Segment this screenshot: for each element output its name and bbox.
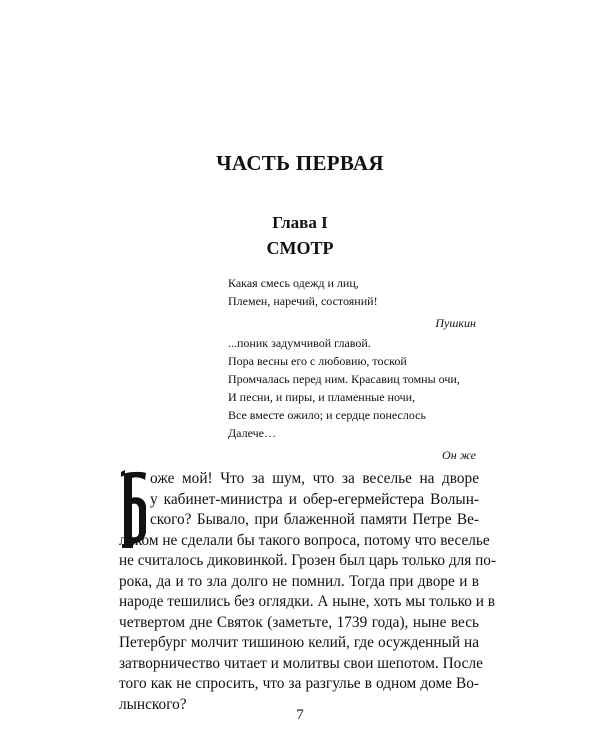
text-line: того как не спросить, что за разгулье в одном доме Во- xyxy=(119,675,479,692)
part-title: ЧАСТЬ ПЕРВАЯ xyxy=(216,151,384,175)
epigraph-1 xyxy=(228,274,476,332)
text-line: Петербург молчит тишиною келий, где осужденный на xyxy=(119,634,479,651)
epigraph-line: Далече… xyxy=(228,426,276,440)
chapter-title: СМОТР xyxy=(266,238,334,258)
chapter-number: Глава I xyxy=(272,213,328,232)
epigraph-author: Он же xyxy=(442,448,476,462)
text-line: ликом не сделали бы такого вопроса, потому что веселье xyxy=(119,531,490,549)
text-line: ского? Бывало, при блаженной памяти Петре Ве- xyxy=(150,511,479,528)
text-line: оже мой! Что за шум, что за веселье на дворе xyxy=(150,470,479,487)
text-line: народе тешились без оглядки. А ныне, хоть мы только и в xyxy=(119,593,496,610)
epigraph-author: Пушкин xyxy=(435,316,476,330)
page-number: 7 xyxy=(296,707,304,723)
epigraph-2 xyxy=(228,334,476,464)
text-line: рока, да и то зла долго не помнил. Тогда при дворе и в xyxy=(119,572,479,590)
text-line: лынского? xyxy=(119,695,187,713)
epigraph-line: Все вместе ожило; и сердце понеслось xyxy=(228,408,426,422)
epigraph-line: Промчалась перед ним. Красавиц томны очи, xyxy=(228,372,460,386)
text-line: четвертом дне Святок (заметьте, 1739 года), ныне весь xyxy=(119,613,479,631)
epigraph-line: И песни, и пиры, и пламенные ночи, xyxy=(228,390,416,404)
body-paragraph xyxy=(119,469,497,715)
text-line: не считалось диковинкой. Грозен был царь только для по- xyxy=(119,552,497,569)
epigraph-line: Какая смесь одежд и лиц, xyxy=(228,276,359,290)
epigraph-line: Племен, наречий, состояний! xyxy=(228,294,378,308)
epigraph-line: Пора весны его с любовию, тоской xyxy=(228,354,407,368)
epigraph-line: ...поник задумчивой главой. xyxy=(228,336,371,350)
text-line: затворничество читает и молитвы свои шепотом. После xyxy=(119,654,483,672)
text-line: у кабинет-министра и обер-егермейстера Волын- xyxy=(150,490,479,508)
